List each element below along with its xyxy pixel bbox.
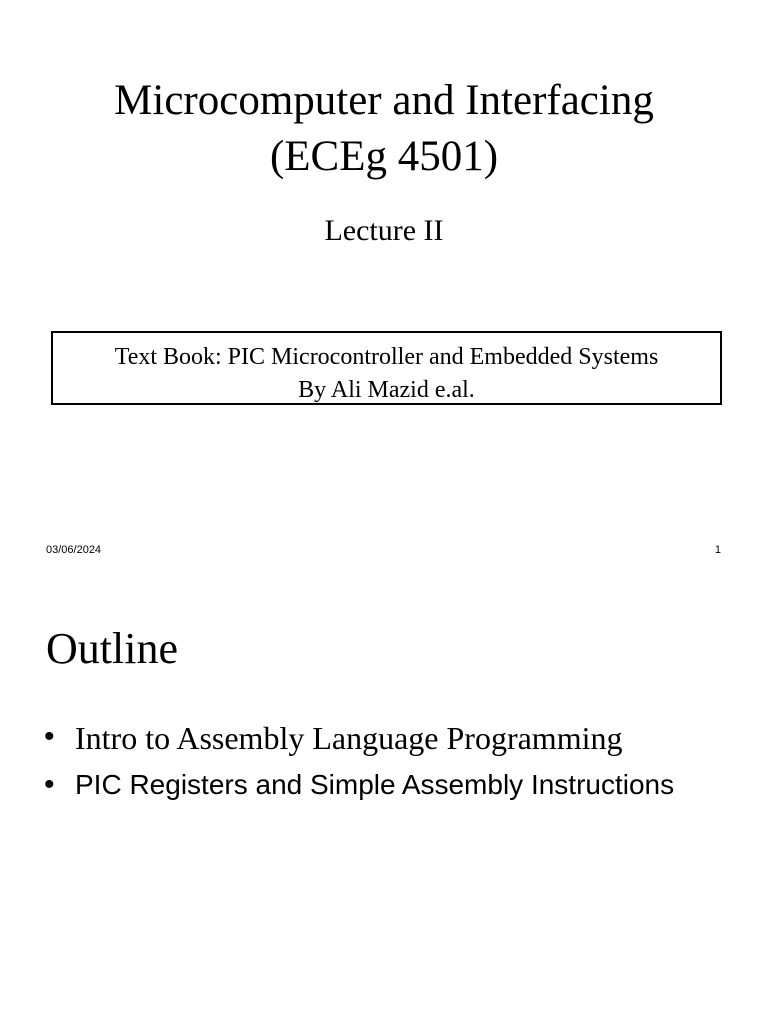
- slide-title-line-1: Microcomputer and Interfacing: [114, 77, 654, 124]
- textbook-line-2: By Ali Mazid e.al.: [298, 377, 475, 403]
- textbook-box: [51, 331, 722, 405]
- lecture-subtitle: Lecture II: [324, 214, 444, 247]
- textbook-line-1: Text Book: PIC Microcontroller and Embedded Systems: [114, 344, 659, 370]
- bullet-dot-icon: •: [44, 720, 55, 753]
- bullet-dot-icon: •: [44, 768, 55, 801]
- outline-title: Outline: [46, 624, 178, 673]
- slide-title-line-2: (ECEg 4501): [269, 133, 499, 180]
- bullet-item: [44, 764, 724, 854]
- bullet-item: [44, 716, 724, 760]
- slide-2: [0, 576, 768, 1024]
- bullet-text: PIC Registers and Simple Assembly Instructions: [75, 769, 675, 800]
- footer-date: 03/06/2024: [46, 544, 102, 556]
- bullet-text: Intro to Assembly Language Programming: [75, 720, 623, 756]
- page-number: 1: [714, 544, 721, 556]
